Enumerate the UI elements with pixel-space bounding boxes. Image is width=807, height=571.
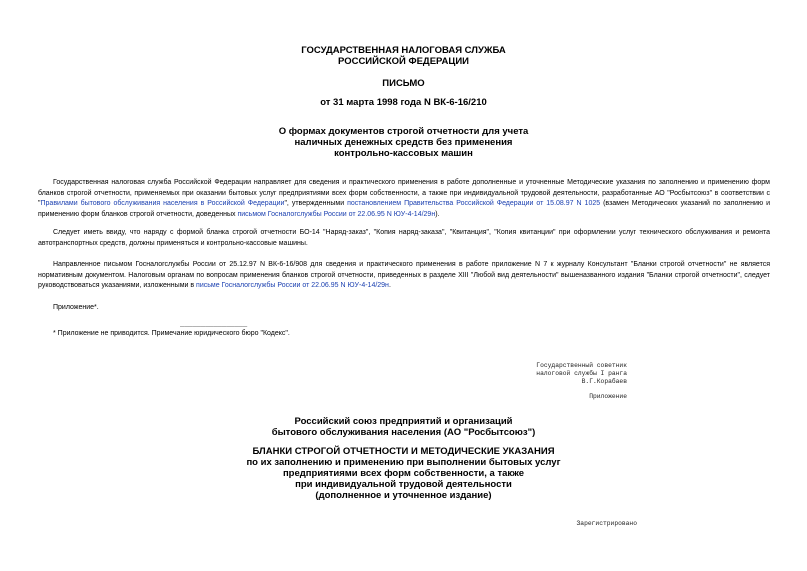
appendix-title-line-4: при индивидуальной трудовой деятельности xyxy=(295,479,512,490)
subject-line-1: О формах документов строгой отчетности для учета xyxy=(278,126,529,137)
link-tax-letter-1995-b[interactable]: письме Госналогслужбы России от 22.06.95 N ЮУ-4-14/29н xyxy=(196,282,389,289)
signature-name: В.Г.Корабаев xyxy=(581,378,627,385)
paragraph-1-text-a: Государственная налоговая служба Российской Федерации направляет для сведения и практического применения в работе дополненные и уточненные Методические указания по заполнению и применению форм бланков строгой отчетности, применяемых при оказании бытовых услуг предприятиями всех форм собственности, а также при индивидуальной трудовой деятельности, разработанные АО "Росбытсоюз" в соответствии с " xyxy=(38,179,770,207)
appendix-title-line-2: по их заполнению и применению при выполнении бытовых услуг xyxy=(246,457,561,468)
body-paragraph-2: Следует иметь ввиду, что наряду с формой бланка строгой отчетности БО-14 "Наряд-заказ", "Копия наряд-заказа", "Квитанция", "Копия квитанции" при оформлении услуг технического обслуживания и ремонта автотранспортных средств, должны применяться и контрольно-кассовые машины. xyxy=(38,229,770,247)
appendix-label: Приложение xyxy=(589,393,627,400)
issuer-line-2: РОССИЙСКОЙ ФЕДЕРАЦИИ xyxy=(337,56,469,67)
body-paragraph-3 xyxy=(38,260,770,292)
issuer-line-1: ГОСУДАРСТВЕННАЯ НАЛОГОВАЯ СЛУЖБА xyxy=(301,45,506,56)
paragraph-1-text-d: ). xyxy=(435,210,440,218)
appendix-org-line-2: бытового обслуживания населения (АО "Росбытсоюз") xyxy=(271,427,536,438)
appendix-title-line-5: (дополненное и уточненное издание) xyxy=(315,490,492,501)
subject-line-3: контрольно-кассовых машин xyxy=(334,148,473,159)
appendix-title-line-1: БЛАНКИ СТРОГОЙ ОТЧЕТНОСТИ И МЕТОДИЧЕСКИЕ УКАЗАНИЯ xyxy=(252,446,555,457)
link-government-resolution[interactable]: постановлением Правительства Российской Федерации от 15.08.97 N 1025 xyxy=(347,200,601,207)
footnote-separator: ________________ xyxy=(180,321,248,329)
paragraph-3-text-a: Направленное письмом Госналогслужбы России от 25.12.97 N ВК-6-16/908 для сведения и практического применения в работе приложение N 7 к журналу Консультант "Бланки строгой отчетности" не является нормативным документом. Налоговым органам по вопросам применения бланков строгой отчетности, приведенных в разделе XIII "Любой вид деятельности" вышеназванного издания "Бланки строгой отчетности", следует руководствоваться указаниями, изложенными в xyxy=(38,261,770,289)
link-tax-letter-1995[interactable]: письмом Госналогслужбы России от 22.06.95 N ЮУ-4-14/29н xyxy=(237,210,436,218)
document-subject xyxy=(0,126,807,159)
paragraph-1-text-b: ", утвержденными xyxy=(284,200,348,207)
paragraph-3-text-b: . xyxy=(388,282,391,289)
body-paragraph-1 xyxy=(38,178,770,220)
appendix-organization xyxy=(0,416,807,438)
link-service-rules[interactable]: Правилами бытового обслуживания населения в Российской Федерации xyxy=(40,200,285,207)
attachment-note: Приложение*. xyxy=(53,304,99,311)
signature-block xyxy=(536,362,627,386)
signature-title-1: Государственный советник xyxy=(536,362,627,369)
appendix-title-line-3: предприятиями всех форм собственности, а также xyxy=(282,468,525,479)
appendix-org-line-1: Российский союз предприятий и организаций xyxy=(294,416,513,427)
document-type: ПИСЬМО xyxy=(382,78,425,89)
signature-title-2: налоговой службы I ранга xyxy=(536,370,627,377)
issuer-heading xyxy=(0,45,807,67)
appendix-title xyxy=(0,446,807,501)
paragraph-1-text-c: (взамен Методических указаний по заполнению и применению форм бланков строгой отчетности, доведенных xyxy=(38,200,770,218)
document-date-number: от 31 марта 1998 года N ВК-6-16/210 xyxy=(320,97,487,108)
subject-line-2: наличных денежных средств без применения xyxy=(294,137,513,148)
registered-label: Зарегистрировано xyxy=(576,520,637,527)
footnote: * Приложение не приводится. Примечание юридического бюро "Кодекс". xyxy=(53,330,290,337)
